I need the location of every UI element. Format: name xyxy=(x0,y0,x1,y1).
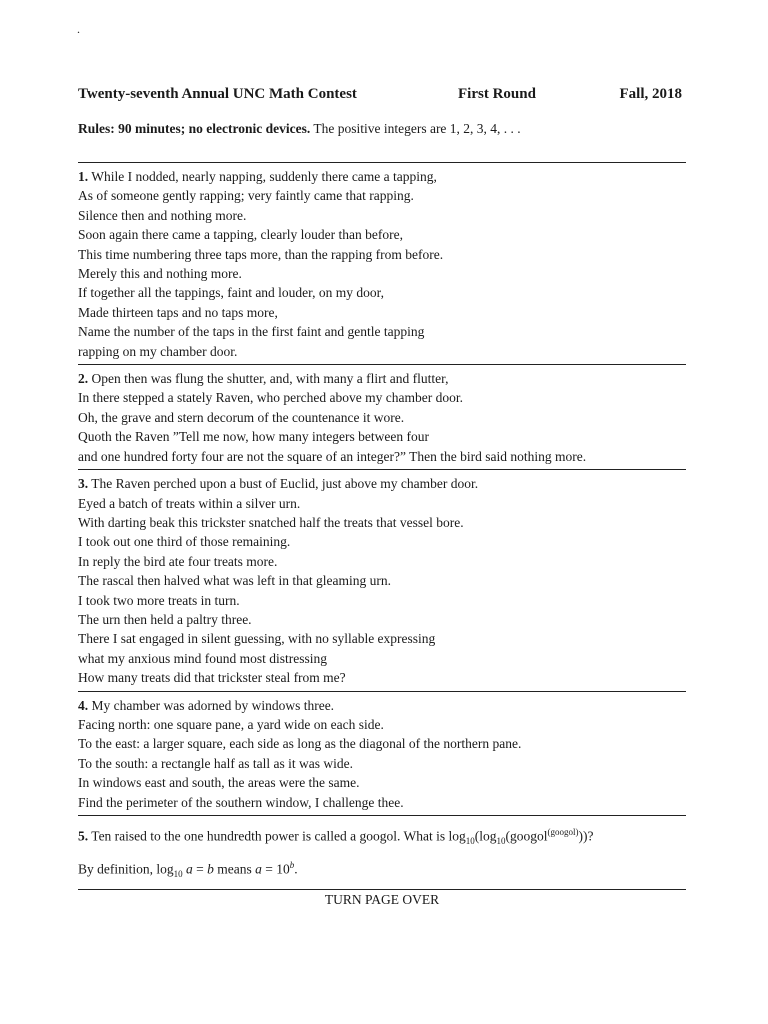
googol-exponent: (googol) xyxy=(547,827,579,837)
problem-line xyxy=(78,167,686,186)
season-label: Fall, 2018 xyxy=(619,86,682,102)
problems-container xyxy=(78,162,686,815)
contest-title: Twenty-seventh Annual UNC Math Contest xyxy=(78,86,357,102)
problem-text: Oh, the grave and stern decorum of the countenance it wore. xyxy=(78,409,405,425)
exponent-b: b xyxy=(289,860,295,871)
problem-line xyxy=(78,629,686,648)
var-a: a xyxy=(186,861,193,877)
problem-text: Facing north: one square pane, a yard wide on each side. xyxy=(78,716,384,732)
problem-text: This time numbering three taps more, than the rapping from before. xyxy=(78,246,444,262)
problem-number: 3. xyxy=(78,476,89,492)
problem-line xyxy=(78,369,686,388)
problem-line xyxy=(78,494,686,513)
problem-line xyxy=(78,793,686,812)
problem-line xyxy=(78,773,686,792)
problem-number: 1. xyxy=(78,169,89,184)
problem-line xyxy=(78,447,686,466)
problem-line xyxy=(78,696,686,715)
equals: = xyxy=(192,861,208,877)
problem-text: Open then was flung the shutter, and, with many a flirt and flutter, xyxy=(91,371,449,387)
problem-line xyxy=(78,322,686,341)
problem-line xyxy=(78,283,686,302)
problem-line xyxy=(78,264,686,283)
problem-number: 5. xyxy=(78,828,89,844)
problem-line xyxy=(78,715,686,734)
problem-text: The Raven perched upon a bust of Euclid, just above my chamber door. xyxy=(91,476,479,492)
problem-line xyxy=(78,571,686,590)
var-a-2: a xyxy=(255,861,262,877)
problem-text: The urn then held a paltry three. xyxy=(78,611,252,627)
problem-text: How many treats did that trickster steal from me? xyxy=(78,670,346,686)
problem-line xyxy=(78,610,686,629)
rules-text: The positive integers are 1, 2, 3, 4, . . . xyxy=(310,121,521,136)
var-b: b xyxy=(207,861,214,877)
problem-text: Name the number of the taps in the first faint and gentle tapping xyxy=(78,324,425,340)
log-base: 10 xyxy=(465,836,475,847)
problem-text: In reply the bird ate four treats more. xyxy=(78,553,278,569)
log-inner: (log xyxy=(474,828,497,844)
problem-line xyxy=(78,342,686,361)
definition-base: 10 xyxy=(173,869,183,880)
problem-line xyxy=(78,591,686,610)
problem-text: Find the perimeter of the southern window, I challenge thee. xyxy=(78,794,404,810)
problem-text: The rascal then halved what was left in that gleaming urn. xyxy=(78,573,392,589)
problem-line xyxy=(78,206,686,225)
problem-5 xyxy=(78,815,686,889)
means-text: means xyxy=(213,861,256,877)
problem-line xyxy=(78,408,686,427)
googol-term: (googol xyxy=(505,828,548,844)
problem-text: In there stepped a stately Raven, who perched above my chamber door. xyxy=(78,390,463,406)
rules-bold: Rules: 90 minutes; no electronic devices. xyxy=(78,121,311,136)
problem-line xyxy=(78,754,686,773)
turn-page-over: TURN PAGE OVER xyxy=(78,889,686,908)
problem-list xyxy=(78,162,686,908)
problem-text: Eyed a batch of treats within a silver urn. xyxy=(78,495,301,511)
problem-3 xyxy=(78,469,686,690)
equals-ten: = 10 xyxy=(261,861,290,877)
problem-text: As of someone gently rapping; very faintly came that rapping. xyxy=(78,188,414,204)
problem-2 xyxy=(78,364,686,469)
problem-text: With darting beak this trickster snatched half the treats that vessel bore. xyxy=(78,514,464,530)
problem-line xyxy=(78,474,686,493)
problem-number: 2. xyxy=(78,371,89,387)
problem-line xyxy=(78,388,686,407)
problem-text: and one hundred forty four are not the square of an integer?” Then the bird said nothing more. xyxy=(78,448,587,464)
problem-text: rapping on my chamber door. xyxy=(78,343,238,359)
problem-text: Made thirteen taps and no taps more, xyxy=(78,304,278,320)
problem-5-text: Ten raised to the one hundredth power is called a googol. What is log xyxy=(91,828,466,844)
problem-text: To the south: a rectangle half as tall as it was wide. xyxy=(78,755,353,771)
problem-text: If together all the tappings, faint and louder, on my door, xyxy=(78,285,384,301)
problem-line xyxy=(78,532,686,551)
problem-text: In windows east and south, the areas were the same. xyxy=(78,775,360,791)
problem-line xyxy=(78,734,686,753)
problem-line xyxy=(78,225,686,244)
problem-number: 4. xyxy=(78,697,89,713)
problem-line xyxy=(78,668,686,687)
problem-text: I took out one third of those remaining. xyxy=(78,534,291,550)
problem-5-line-1 xyxy=(78,820,686,853)
problem-text: I took two more treats in turn. xyxy=(78,592,240,608)
close-parens: ))? xyxy=(578,828,594,844)
problem-line xyxy=(78,649,686,668)
problem-line xyxy=(78,513,686,532)
problem-line xyxy=(78,303,686,322)
problem-5-line-2 xyxy=(78,853,686,886)
definition-prefix: By definition, log xyxy=(78,861,174,877)
problem-text: There I sat engaged in silent guessing, with no syllable expressing xyxy=(78,631,436,647)
log-base-2: 10 xyxy=(496,836,506,847)
problem-line xyxy=(78,552,686,571)
problem-text: Merely this and nothing more. xyxy=(78,266,242,282)
problem-text: Silence then and nothing more. xyxy=(78,207,247,223)
problem-text: Quoth the Raven ”Tell me now, how many integers between four xyxy=(78,429,429,445)
problem-text: Soon again there came a tapping, clearly louder than before, xyxy=(78,227,403,243)
problem-text: While I nodded, nearly napping, suddenly there came a tapping, xyxy=(91,169,437,184)
problem-line xyxy=(78,245,686,264)
period: . xyxy=(294,861,298,877)
round-label: First Round xyxy=(458,86,536,102)
rules-line xyxy=(78,121,521,137)
contest-header xyxy=(78,86,682,108)
problem-line xyxy=(78,186,686,205)
problem-text: To the east: a larger square, each side as long as the diagonal of the northern pane. xyxy=(78,736,522,752)
problem-1 xyxy=(78,162,686,364)
problem-text: what my anxious mind found most distressing xyxy=(78,650,327,666)
page-dot: . xyxy=(77,22,80,36)
problem-4 xyxy=(78,691,686,815)
problem-line xyxy=(78,427,686,446)
problem-text: My chamber was adorned by windows three. xyxy=(91,697,335,713)
